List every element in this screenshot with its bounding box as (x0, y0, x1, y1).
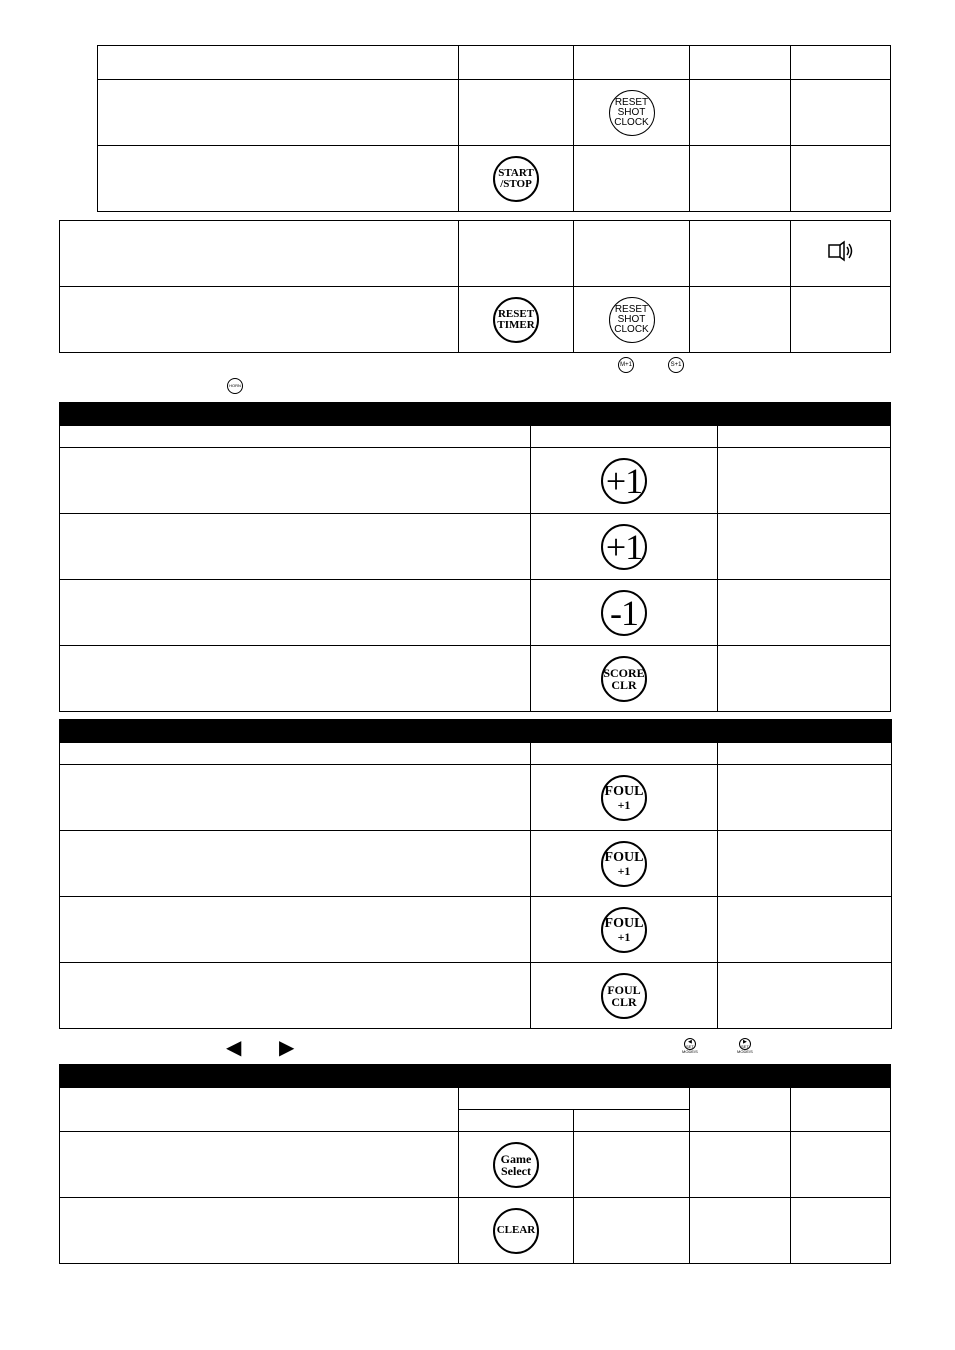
table-row (60, 963, 892, 1029)
table-row (60, 287, 891, 353)
table-row (60, 448, 891, 514)
set-right-button[interactable] (737, 1038, 753, 1054)
reset-shot-clock-button[interactable] (609, 90, 655, 136)
game-select-button[interactable] (493, 1142, 539, 1188)
m-plus-1-icon: M+1 (618, 357, 634, 373)
table-row (60, 514, 891, 580)
left-arrow-icon: ◀ (226, 1035, 242, 1059)
foul-plus-1-button[interactable] (601, 775, 647, 821)
button-line: +1 (617, 929, 631, 944)
arrow-glyph: ◀ (687, 1038, 692, 1045)
table-row (60, 743, 892, 765)
table-row (60, 897, 892, 963)
arrow-glyph: ▶ (742, 1038, 747, 1045)
speaker-icon (826, 249, 856, 266)
button-line: START (498, 166, 534, 179)
button-line: +1 (617, 797, 631, 812)
score-plus-1-button[interactable]: +1 (601, 524, 647, 570)
table-row (60, 1132, 891, 1198)
button-line: CLOCK (614, 116, 649, 128)
horn-icon: HORN (227, 378, 243, 394)
table-row (60, 765, 892, 831)
table-row (98, 146, 891, 212)
reset-shot-clock-button[interactable] (609, 297, 655, 343)
button-line: RESET (614, 303, 649, 315)
button-line: FOUL (604, 915, 644, 931)
foul-table (59, 719, 892, 1029)
button-line: TIMER (497, 318, 535, 331)
clear-button[interactable]: CLEAR (493, 1208, 539, 1254)
table-row (60, 1198, 891, 1264)
foul-plus-1-button[interactable] (601, 841, 647, 887)
button-line: SHOT (617, 313, 646, 325)
foul-plus-1-button[interactable] (601, 907, 647, 953)
button-line: /STOP (500, 177, 532, 190)
section-header (60, 1065, 891, 1088)
set-left-button[interactable] (682, 1038, 698, 1054)
start-stop-button[interactable] (493, 156, 539, 202)
section-header (60, 720, 892, 743)
section-header (60, 403, 891, 426)
button-line: CLR (611, 677, 637, 692)
button-line: +1 (617, 863, 631, 878)
button-line: FOUL (607, 982, 641, 997)
button-line: FOUL (604, 849, 644, 865)
table-row (98, 80, 891, 146)
button-line: SHOT (617, 106, 646, 118)
table-row (98, 46, 891, 80)
table-row (60, 646, 891, 712)
table-row (60, 831, 892, 897)
s-plus-1-icon: S+1 (668, 357, 684, 373)
button-line: CLR (611, 994, 637, 1009)
button-line: Select (501, 1163, 531, 1178)
button-line: Game (500, 1151, 532, 1166)
game-table (59, 1064, 891, 1264)
score-table (59, 402, 891, 712)
control-table-2 (59, 220, 891, 353)
score-minus-1-button[interactable]: -1 (601, 590, 647, 636)
set-label: SET (686, 1043, 694, 1049)
button-line: FOUL (604, 783, 644, 799)
set-caption: MODE/S (682, 1049, 698, 1054)
table-row (60, 1088, 891, 1110)
table-row (60, 426, 891, 448)
button-line: SCORE (603, 665, 645, 680)
button-line: RESET (614, 96, 649, 108)
button-line: CLOCK (614, 323, 649, 335)
set-caption: MODE/S (737, 1049, 753, 1054)
set-label: SET (741, 1043, 749, 1049)
table-row (60, 580, 891, 646)
table-row (60, 221, 891, 287)
score-clear-button[interactable] (601, 656, 647, 702)
control-table-1 (97, 45, 891, 212)
button-line: RESET (497, 307, 535, 320)
reset-timer-button[interactable] (493, 297, 539, 343)
foul-clear-button[interactable] (601, 973, 647, 1019)
score-plus-1-button[interactable]: +1 (601, 458, 647, 504)
right-arrow-icon: ▶ (279, 1035, 295, 1059)
